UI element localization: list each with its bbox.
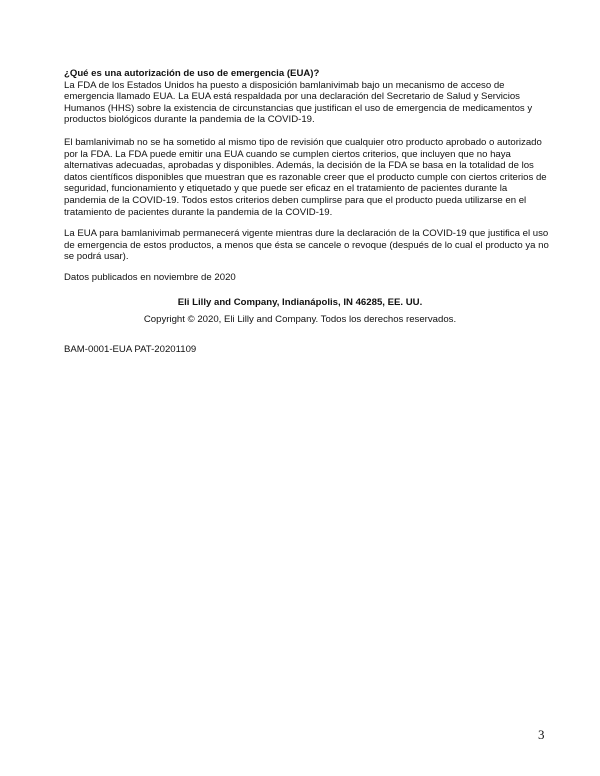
paragraph-1 xyxy=(64,80,544,126)
text-line: por la FDA. La FDA puede emitir una EUA cuando se cumplen ciertos criterios, que incluyen que no haya xyxy=(64,148,511,160)
document-code: BAM-0001-EUA PAT-20201109 xyxy=(64,344,197,355)
text-line: La FDA de los Estados Unidos ha puesto a disposición bamlanivimab bajo un mecanismo de acceso de xyxy=(64,79,505,91)
text-line: productos biológicos durante la pandemia de la COVID-19. xyxy=(64,114,315,126)
publication-date: Datos publicados en noviembre de 2020 xyxy=(64,272,236,283)
text-line: tratamiento de pacientes durante la pandemia de la COVID-19. xyxy=(64,206,333,218)
text-line: se podrá usar). xyxy=(64,251,129,263)
paragraph-3 xyxy=(64,228,549,263)
eua-section xyxy=(64,68,544,126)
text-line: emergencia llamado EUA. La EUA está respaldada por una declaración del Secretario de Salud y Servicios xyxy=(64,91,520,103)
text-line: de emergencia de estos productos, a menos que ésta se cancele o revoque (después de lo cual el producto ya no xyxy=(64,239,549,251)
text-line: El bamlanivimab no se ha sometido al mismo tipo de revisión que cualquier otro producto aprobado o autorizado xyxy=(64,137,542,148)
paragraph-2 xyxy=(64,137,547,218)
text-line: Humanos (HHS) sobre la existencia de circunstancias que justifican el uso de emergencia de medicamentos y xyxy=(64,102,533,114)
text-line: La EUA para bamlanivimab permanecerá vigente mientras dure la declaración de la COVID-19 que justifica el uso xyxy=(64,228,549,239)
text-line: alternativas adecuadas, aprobadas y disponibles. Además, la decisión de la FDA se basa en la totalidad de los xyxy=(64,160,534,172)
text-line: datos científicos disponibles que muestran que es razonable creer que el producto cumple con ciertos criterios de xyxy=(64,171,547,183)
copyright-notice: Copyright © 2020, Eli Lilly and Company. Todos los derechos reservados. xyxy=(143,314,457,325)
section-heading: ¿Qué es una autorización de uso de emergencia (EUA)? xyxy=(64,68,320,79)
text-line: seguridad, funcionamiento y etiquetado y que puede ser eficaz en el tratamiento de pacientes durante la xyxy=(64,183,508,195)
text-line: pandemia de la COVID-19. Todos estos criterios deben cumplirse para que el producto pueda utilizarse en el xyxy=(64,194,527,206)
company-address: Eli Lilly and Company, Indianápolis, IN 46285, EE. UU. xyxy=(177,297,423,308)
page-number: 3 xyxy=(538,727,545,742)
